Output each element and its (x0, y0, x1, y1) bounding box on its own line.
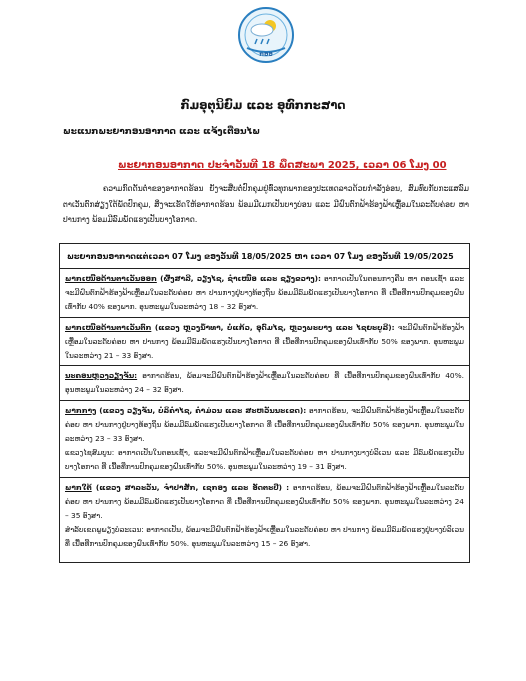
forecast-north-west (60, 318, 469, 367)
provinces-north-west: (ແຂວງ ຫຼວງນໍ້າທາ, ບໍ່ແກ້ວ, ອຸດົມໄຊ, ຫຼວງພະບາງ ແລະ ໄຊຍະບູລີ): (151, 322, 395, 332)
forecast-south (60, 478, 469, 554)
provinces-north-east: (ຜົ້ງສາລີ, ວຽງໄຊ, ຊໍາເໜືອ ແລະ ຊຽງຂວາງ): (156, 274, 321, 283)
meteorology-dept-logo (237, 6, 295, 64)
text-central-extra: ແຂວງໄຊສົມບູນ: ອາກາດເປັນໃນຕອນເຊົ້າ, ແລະຈະມີຝົນຕົກຟ້າເຫຼື້ອມໃນລະດັບຄ່ອຍ ຫາ ປານກາງບາງບໍລິເວນ ແລະ ມີລົມພັດແຮງເປັນບາງໂອກາດ ທີ່ ເນື້ອທີ່ການປົກຄຸມຂອງຝົນເທົ່າກັບ 50%. ອຸນຫະພູມໃນລະຫວ່າງ 19 – 31 ອົງສາ. (65, 448, 464, 472)
department-name: ພະແນກພະຍາກອນອາກາດ ແລະ ແຈ້ງເຕືອນໄພ (63, 127, 261, 137)
provinces-central: (ແຂວງ ວຽງຈັນ, ບໍລິຄໍາໄຊ, ຄໍາມ່ວນ ແລະ ສະຫວັນນະເຂດ): (96, 405, 307, 415)
region-north-west: ພາກເໜືອດ້ານຕາເວັນຕົກ (65, 322, 152, 332)
logo-emblem-icon (237, 6, 295, 64)
text-central: ອາກາດຮ້ອນ, ຈະມີຝົນຕົກຟ້າຮ້ອງຟ້າເຫຼື້ອມໃນລະດັບຄ່ອຍ ຫາ ປານກາງຢູ່ບາງທ້ອງຖິ່ນ ພ້ອມມີລົມພັດແຮງເປັນບາງໂອກາດ ທີ່ ເນື້ອທີ່ການປົກຄຸມຂອງຝົນເທົ່າກັບ 50% ຂອງພາກ. ອຸນຫະພູມໃນລະຫວ່າງ 23 – 33 ອົງສາ. (65, 405, 464, 444)
text-north-west: ຈະມີຝົນຕົກຟ້າຮ້ອງຟ້າເຫຼື້ອມໃນລະດັບຄ່ອຍ ຫາ ປານກາງ ພ້ອມມີລົມພັດແຮງເປັນບາງໂອກາດ ທີ່ ເນື້ອທີ່ການປົກຄຸມຂອງຝົນເທົ່າກັບ 50% ຂອງພາກ. ອຸນຫະພູມໃນລະຫວ່າງ 21 – 33 ອົງສາ. (65, 322, 464, 361)
forecast-table (59, 243, 470, 563)
text-south: ອາກາດຮ້ອນ, ພ້ອມຈະມີຝົນຕົກຟ້າຮ້ອງຟ້າເຫຼື້ອມໃນລະດັບຄ່ອຍ ຫາ ປານກາງ ພ້ອມມີລົມພັດແຮງເປັນບາງໂອກາດ ທີ່ ເນື້ອທີ່ການປົກຄຸມຂອງຝົນເທົ່າກັບ 50% ຂອງພາກ. ອຸນຫະພູມໃນລະຫວ່າງ 24 – 35 ອົງສາ. (65, 482, 464, 521)
forecast-central (60, 401, 469, 478)
provinces-south: (ແຂວງ ສາລະວັນ, ຈໍາປາສັກ, ເຊກອງ ແລະ ອັດຕະປື) : (91, 482, 290, 492)
region-central: ພາກກາງ (65, 405, 97, 415)
synoptic-summary: ຄວາມກົດດັນຕໍ່າຂອງອາກາດຮ້ອນ ຍັງຈະສືບຕໍ່ປົກຄຸມຢູ່ທົ່ວທຸກພາກຂອງປະເທດລາວດ້ວຍກໍາລັງອ່ອນ, ສົມທົບກັບກະແສລົມຕາເວັນຕົກສ່ຽງໃຕ້ພັດປົກຄຸມ, ສິ່ງຈະເຮັດໃຫ້ອາກາດຮ້ອນ ພ້ອມມີເມກເປັນບາງບ່ອນ ແລະ ມີຝົນຕົກຟ້າຮ້ອງຟ້າເຫຼື້ອມໃນລະດັບຄ່ອຍ ຫາ ປານກາງ ພ້ອມມີລົມພັດແຮງເປັນບາງໂອກາດ. (63, 184, 469, 224)
ministry-title: ກົມອຸຕຸນິຍົມ ແລະ ອຸທົກກະສາດ (180, 98, 346, 112)
region-vientiane: ນະຄອນຫຼວງວຽງຈັນ: (65, 371, 138, 381)
forecast-north-east (60, 269, 469, 318)
forecast-title: ພະຍາກອນອາກາດ ປະຈໍາວັນທີ 18 ພຶດສະພາ 2025, ເວລາ 06 ໂມງ 00 (118, 160, 447, 171)
text-vientiane: ອາກາດຮ້ອນ, ພ້ອມຈະມີຝົນຕົກຟ້າຮ້ອງຟ້າເຫຼື້ອມໃນລະດັບຄ່ອຍ ທີ່ ເນື້ອທີ່ການປົກຄຸມຂອງຝົນເທົ່າກັບ 40%. ອຸນຫະພູມໃນລະຫວ່າງ 24 – 32 ອົງສາ. (65, 371, 464, 395)
forecast-vientiane (60, 366, 469, 400)
logo-text: ກອອ (259, 51, 273, 58)
region-south: ພາກໃຕ້ (65, 482, 92, 492)
text-south-extra: ສໍາລັບເຂດພູພຽງບໍລະເວນ: ອາກາດເປັນ, ພ້ອມຈະມີຝົນຕົກຟ້າຮ້ອງຟ້າເຫຼື້ອມໃນລະດັບຄ່ອຍ ຫາ ປານກາງ ພ້ອມມີລົມພັດແຮງຢູ່ບາງບໍລິເວນ ທີ່ ເນື້ອທີ່ການປົກຄຸມຂອງຝົນເທົ່າກັບ 50%. ອຸນຫະພູມໃນລະຫວ່າງ 15 – 26 ອົງສາ. (65, 525, 464, 549)
region-north-east: ພາກເໜືອດ້ານຕາເວັນອອກ (65, 274, 157, 283)
forecast-period: ພະຍາກອນອາກາດແຕ່ເວລາ 07 ໂມງ ຂອງວັນທີ 18/05/2025 ຫາ ເວລາ 07 ໂມງ ຂອງວັນທີ 19/05/2025 (60, 244, 469, 269)
text-north-east: ອາກາດເປັນໃນຕອນກາງຄືນ ຫາ ຕອນເຊົ້າ ແລະ ຈະມີຝົນຕົກຟ້າຮ້ອງຟ້າເຫຼື້ອມໃນລະດັບຄ່ອຍ ຫາ ປານກາງຢູ່ບາງທ້ອງຖິ່ນ ພ້ອມມີລົມພັດແຮງເປັນບາງໂອກາດ ທີ່ ເນື້ອທີ່ການປົກຄຸມຂອງຝົນເທົ່າກັບ 40% ຂອງພາກ. ອຸນຫະພູມໃນລະຫວ່າງ 18 – 32 ອົງສາ. (65, 274, 464, 312)
